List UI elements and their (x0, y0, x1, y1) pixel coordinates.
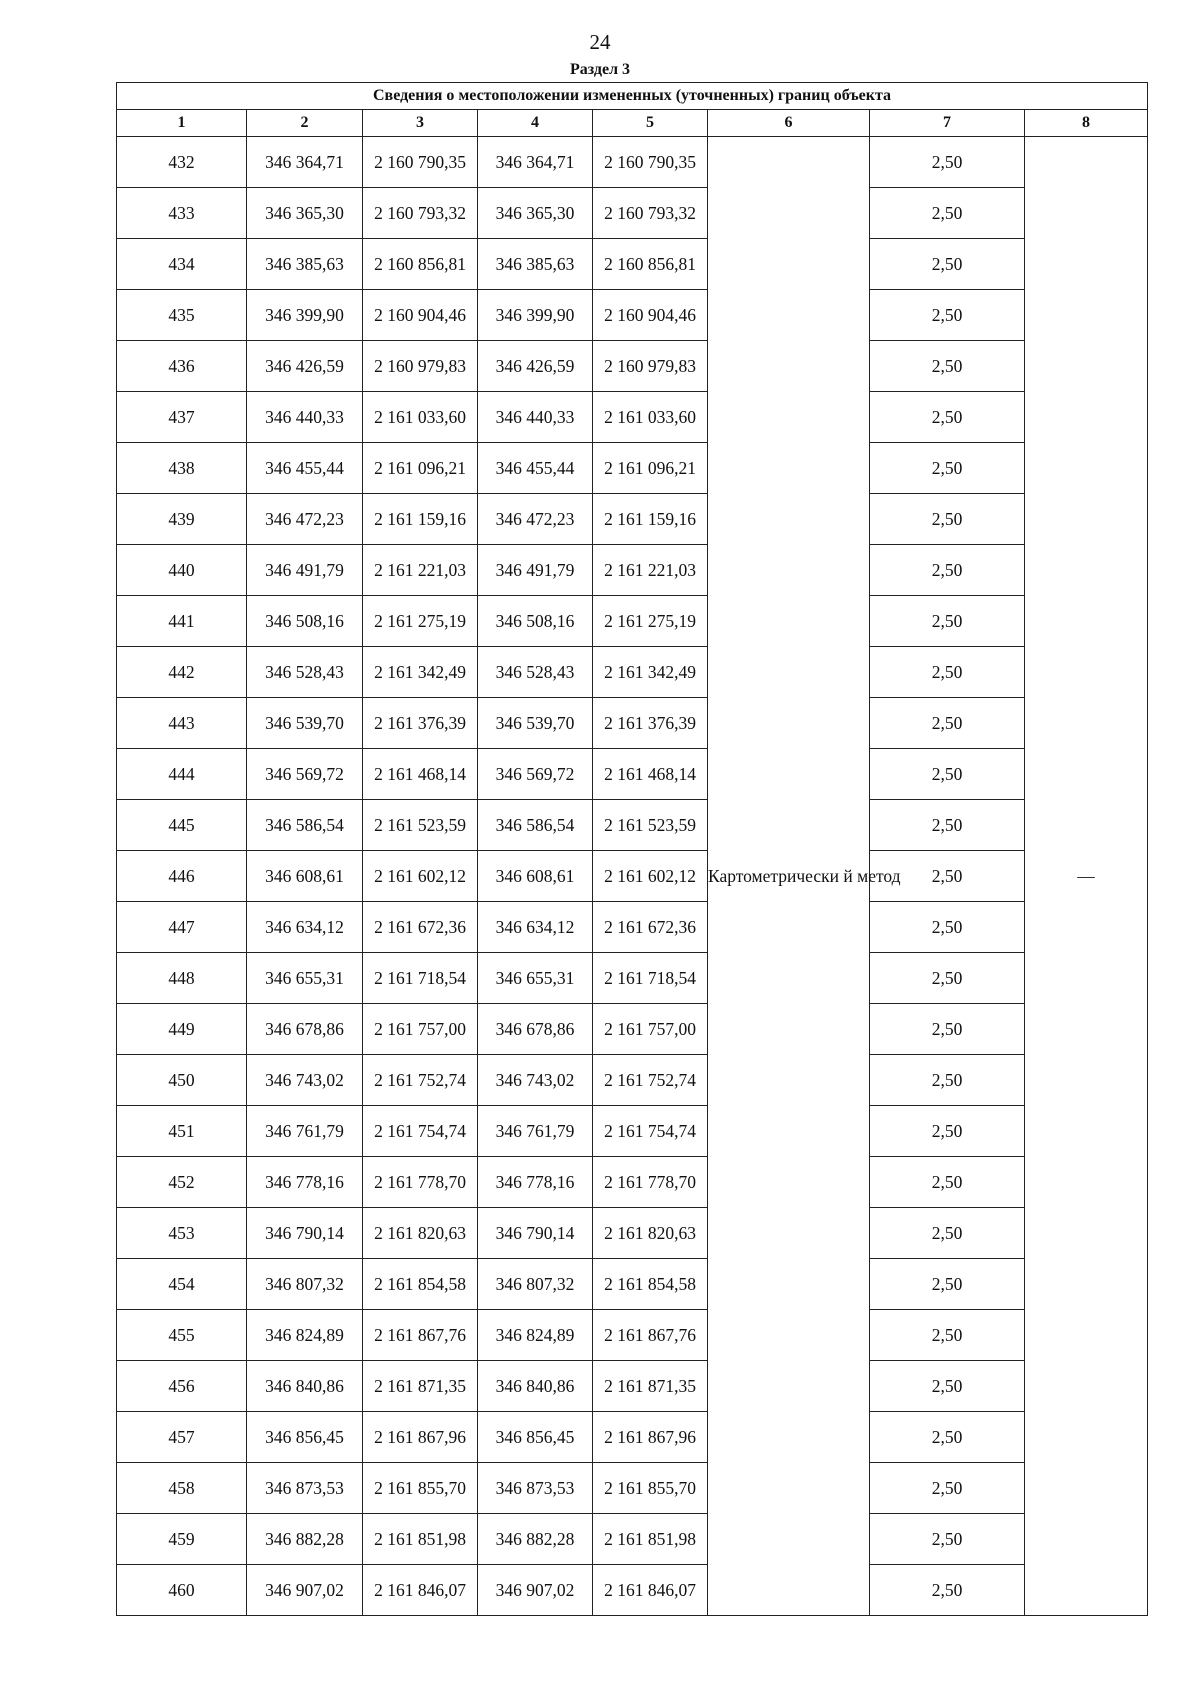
x-coordinate-cell: 346 790,14 (478, 1208, 593, 1259)
y-coordinate-cell: 2 161 754,74 (593, 1106, 708, 1157)
table-header-row (117, 110, 1148, 137)
point-number-cell: 456 (117, 1361, 247, 1412)
y-coordinate-cell: 2 161 757,00 (593, 1004, 708, 1055)
accuracy-cell: 2,50 (870, 1463, 1025, 1514)
y-coordinate-cell: 2 161 275,19 (593, 596, 708, 647)
point-number-cell: 438 (117, 443, 247, 494)
y-coordinate-cell: 2 161 855,70 (593, 1463, 708, 1514)
x-coordinate-cell: 346 856,45 (247, 1412, 363, 1463)
table-row (117, 443, 1148, 494)
x-coordinate-cell: 346 528,43 (478, 647, 593, 698)
x-coordinate-cell: 346 440,33 (478, 392, 593, 443)
table-row (117, 1106, 1148, 1157)
accuracy-cell: 2,50 (870, 1412, 1025, 1463)
x-coordinate-cell: 346 655,31 (478, 953, 593, 1004)
column-header: 6 (708, 110, 870, 137)
point-number-cell: 436 (117, 341, 247, 392)
y-coordinate-cell: 2 161 854,58 (363, 1259, 478, 1310)
x-coordinate-cell: 346 508,16 (247, 596, 363, 647)
accuracy-cell: 2,50 (870, 1514, 1025, 1565)
x-coordinate-cell: 346 455,44 (247, 443, 363, 494)
y-coordinate-cell: 2 161 342,49 (363, 647, 478, 698)
y-coordinate-cell: 2 160 904,46 (363, 290, 478, 341)
accuracy-cell: 2,50 (870, 443, 1025, 494)
x-coordinate-cell: 346 440,33 (247, 392, 363, 443)
table-row (117, 290, 1148, 341)
x-coordinate-cell: 346 586,54 (247, 800, 363, 851)
column-header: 1 (117, 110, 247, 137)
point-number-cell: 448 (117, 953, 247, 1004)
table-row (117, 902, 1148, 953)
y-coordinate-cell: 2 161 867,96 (363, 1412, 478, 1463)
y-coordinate-cell: 2 161 468,14 (363, 749, 478, 800)
y-coordinate-cell: 2 161 851,98 (593, 1514, 708, 1565)
x-coordinate-cell: 346 491,79 (247, 545, 363, 596)
accuracy-cell: 2,50 (870, 1004, 1025, 1055)
y-coordinate-cell: 2 161 096,21 (363, 443, 478, 494)
column-header: 8 (1025, 110, 1148, 137)
point-number-cell: 449 (117, 1004, 247, 1055)
x-coordinate-cell: 346 385,63 (247, 239, 363, 290)
table-row (117, 749, 1148, 800)
y-coordinate-cell: 2 161 221,03 (363, 545, 478, 596)
point-number-cell: 447 (117, 902, 247, 953)
x-coordinate-cell: 346 399,90 (247, 290, 363, 341)
point-number-cell: 450 (117, 1055, 247, 1106)
x-coordinate-cell: 346 907,02 (478, 1565, 593, 1616)
x-coordinate-cell: 346 882,28 (478, 1514, 593, 1565)
y-coordinate-cell: 2 161 851,98 (363, 1514, 478, 1565)
point-number-cell: 433 (117, 188, 247, 239)
x-coordinate-cell: 346 761,79 (247, 1106, 363, 1157)
point-number-cell: 445 (117, 800, 247, 851)
x-coordinate-cell: 346 743,02 (478, 1055, 593, 1106)
accuracy-cell: 2,50 (870, 290, 1025, 341)
point-number-cell: 455 (117, 1310, 247, 1361)
point-number-cell: 458 (117, 1463, 247, 1514)
y-coordinate-cell: 2 161 096,21 (593, 443, 708, 494)
accuracy-cell: 2,50 (870, 1106, 1025, 1157)
table-row (117, 1412, 1148, 1463)
y-coordinate-cell: 2 160 856,81 (363, 239, 478, 290)
column-header: 3 (363, 110, 478, 137)
y-coordinate-cell: 2 161 221,03 (593, 545, 708, 596)
y-coordinate-cell: 2 161 523,59 (363, 800, 478, 851)
y-coordinate-cell: 2 160 856,81 (593, 239, 708, 290)
accuracy-cell: 2,50 (870, 902, 1025, 953)
y-coordinate-cell: 2 161 778,70 (363, 1157, 478, 1208)
x-coordinate-cell: 346 634,12 (478, 902, 593, 953)
y-coordinate-cell: 2 161 871,35 (363, 1361, 478, 1412)
y-coordinate-cell: 2 160 979,83 (593, 341, 708, 392)
x-coordinate-cell: 346 539,70 (247, 698, 363, 749)
accuracy-cell: 2,50 (870, 392, 1025, 443)
table-body (117, 137, 1148, 1616)
accuracy-cell: 2,50 (870, 341, 1025, 392)
accuracy-cell: 2,50 (870, 1310, 1025, 1361)
page-number: 24 (589, 30, 611, 54)
y-coordinate-cell: 2 161 672,36 (593, 902, 708, 953)
x-coordinate-cell: 346 608,61 (478, 851, 593, 902)
table-row (117, 953, 1148, 1004)
x-coordinate-cell: 346 790,14 (247, 1208, 363, 1259)
table-row (117, 1463, 1148, 1514)
accuracy-cell: 2,50 (870, 239, 1025, 290)
accuracy-cell: 2,50 (870, 953, 1025, 1004)
x-coordinate-cell: 346 840,86 (247, 1361, 363, 1412)
point-number-cell: 437 (117, 392, 247, 443)
table-row (117, 545, 1148, 596)
table-row (117, 239, 1148, 290)
y-coordinate-cell: 2 160 790,35 (593, 137, 708, 188)
x-coordinate-cell: 346 528,43 (247, 647, 363, 698)
table-row (117, 1514, 1148, 1565)
point-number-cell: 442 (117, 647, 247, 698)
y-coordinate-cell: 2 161 718,54 (363, 953, 478, 1004)
x-coordinate-cell: 346 778,16 (247, 1157, 363, 1208)
x-coordinate-cell: 346 678,86 (247, 1004, 363, 1055)
method-cell: Картометрически й метод (708, 137, 870, 1616)
table-row (117, 1310, 1148, 1361)
accuracy-cell: 2,50 (870, 1259, 1025, 1310)
point-number-cell: 443 (117, 698, 247, 749)
point-number-cell: 441 (117, 596, 247, 647)
accuracy-cell: 2,50 (870, 851, 1025, 902)
table-row (117, 494, 1148, 545)
table-caption: Сведения о местоположении измененных (уточненных) границ объекта (117, 83, 1148, 110)
y-coordinate-cell: 2 161 468,14 (593, 749, 708, 800)
x-coordinate-cell: 346 539,70 (478, 698, 593, 749)
point-number-cell: 432 (117, 137, 247, 188)
y-coordinate-cell: 2 161 752,74 (363, 1055, 478, 1106)
x-coordinate-cell: 346 569,72 (247, 749, 363, 800)
y-coordinate-cell: 2 161 754,74 (363, 1106, 478, 1157)
accuracy-cell: 2,50 (870, 647, 1025, 698)
x-coordinate-cell: 346 491,79 (478, 545, 593, 596)
table-row (117, 800, 1148, 851)
y-coordinate-cell: 2 161 376,39 (363, 698, 478, 749)
y-coordinate-cell: 2 161 033,60 (593, 392, 708, 443)
y-coordinate-cell: 2 161 602,12 (593, 851, 708, 902)
y-coordinate-cell: 2 161 718,54 (593, 953, 708, 1004)
table-row (117, 1004, 1148, 1055)
point-number-cell: 459 (117, 1514, 247, 1565)
x-coordinate-cell: 346 761,79 (478, 1106, 593, 1157)
table-row (117, 851, 1148, 902)
x-coordinate-cell: 346 455,44 (478, 443, 593, 494)
accuracy-cell: 2,50 (870, 596, 1025, 647)
y-coordinate-cell: 2 160 904,46 (593, 290, 708, 341)
accuracy-cell: 2,50 (870, 1565, 1025, 1616)
point-number-cell: 451 (117, 1106, 247, 1157)
accuracy-cell: 2,50 (870, 1361, 1025, 1412)
y-coordinate-cell: 2 161 275,19 (363, 596, 478, 647)
column-header: 7 (870, 110, 1025, 137)
column-header: 5 (593, 110, 708, 137)
table-row (117, 1259, 1148, 1310)
table-row (117, 647, 1148, 698)
point-number-cell: 435 (117, 290, 247, 341)
point-number-cell: 446 (117, 851, 247, 902)
y-coordinate-cell: 2 161 846,07 (593, 1565, 708, 1616)
y-coordinate-cell: 2 161 376,39 (593, 698, 708, 749)
x-coordinate-cell: 346 608,61 (247, 851, 363, 902)
x-coordinate-cell: 346 807,32 (478, 1259, 593, 1310)
table-row (117, 137, 1148, 188)
y-coordinate-cell: 2 161 867,76 (593, 1310, 708, 1361)
x-coordinate-cell: 346 840,86 (478, 1361, 593, 1412)
x-coordinate-cell: 346 807,32 (247, 1259, 363, 1310)
x-coordinate-cell: 346 678,86 (478, 1004, 593, 1055)
y-coordinate-cell: 2 161 846,07 (363, 1565, 478, 1616)
accuracy-cell: 2,50 (870, 137, 1025, 188)
section-title: Раздел 3 (569, 61, 631, 78)
accuracy-cell: 2,50 (870, 749, 1025, 800)
x-coordinate-cell: 346 365,30 (247, 188, 363, 239)
y-coordinate-cell: 2 161 854,58 (593, 1259, 708, 1310)
accuracy-cell: 2,50 (870, 1157, 1025, 1208)
y-coordinate-cell: 2 160 979,83 (363, 341, 478, 392)
y-coordinate-cell: 2 161 855,70 (363, 1463, 478, 1514)
y-coordinate-cell: 2 161 672,36 (363, 902, 478, 953)
x-coordinate-cell: 346 743,02 (247, 1055, 363, 1106)
y-coordinate-cell: 2 161 159,16 (593, 494, 708, 545)
y-coordinate-cell: 2 161 757,00 (363, 1004, 478, 1055)
y-coordinate-cell: 2 161 820,63 (363, 1208, 478, 1259)
table-row (117, 1055, 1148, 1106)
table-row (117, 188, 1148, 239)
x-coordinate-cell: 346 508,16 (478, 596, 593, 647)
accuracy-cell: 2,50 (870, 494, 1025, 545)
y-coordinate-cell: 2 160 793,32 (363, 188, 478, 239)
x-coordinate-cell: 346 472,23 (478, 494, 593, 545)
table-row (117, 698, 1148, 749)
x-coordinate-cell: 346 472,23 (247, 494, 363, 545)
point-number-cell: 439 (117, 494, 247, 545)
accuracy-cell: 2,50 (870, 800, 1025, 851)
y-coordinate-cell: 2 161 867,96 (593, 1412, 708, 1463)
accuracy-cell: 2,50 (870, 188, 1025, 239)
x-coordinate-cell: 346 882,28 (247, 1514, 363, 1565)
x-coordinate-cell: 346 364,71 (478, 137, 593, 188)
point-number-cell: 434 (117, 239, 247, 290)
point-number-cell: 440 (117, 545, 247, 596)
y-coordinate-cell: 2 161 778,70 (593, 1157, 708, 1208)
column-header: 2 (247, 110, 363, 137)
y-coordinate-cell: 2 160 790,35 (363, 137, 478, 188)
point-number-cell: 457 (117, 1412, 247, 1463)
column-header: 4 (478, 110, 593, 137)
x-coordinate-cell: 346 856,45 (478, 1412, 593, 1463)
table-row (117, 1208, 1148, 1259)
table-caption-row (117, 83, 1148, 110)
x-coordinate-cell: 346 778,16 (478, 1157, 593, 1208)
accuracy-cell: 2,50 (870, 545, 1025, 596)
accuracy-cell: 2,50 (870, 1208, 1025, 1259)
table-row (117, 392, 1148, 443)
coordinates-table (116, 82, 1148, 1616)
y-coordinate-cell: 2 161 820,63 (593, 1208, 708, 1259)
x-coordinate-cell: 346 824,89 (478, 1310, 593, 1361)
x-coordinate-cell: 346 365,30 (478, 188, 593, 239)
y-coordinate-cell: 2 161 867,76 (363, 1310, 478, 1361)
x-coordinate-cell: 346 426,59 (247, 341, 363, 392)
point-number-cell: 453 (117, 1208, 247, 1259)
x-coordinate-cell: 346 824,89 (247, 1310, 363, 1361)
y-coordinate-cell: 2 161 871,35 (593, 1361, 708, 1412)
y-coordinate-cell: 2 161 342,49 (593, 647, 708, 698)
x-coordinate-cell: 346 385,63 (478, 239, 593, 290)
x-coordinate-cell: 346 399,90 (478, 290, 593, 341)
y-coordinate-cell: 2 161 033,60 (363, 392, 478, 443)
x-coordinate-cell: 346 655,31 (247, 953, 363, 1004)
point-number-cell: 454 (117, 1259, 247, 1310)
table-row (117, 1361, 1148, 1412)
accuracy-cell: 2,50 (870, 698, 1025, 749)
x-coordinate-cell: 346 634,12 (247, 902, 363, 953)
y-coordinate-cell: 2 161 602,12 (363, 851, 478, 902)
y-coordinate-cell: 2 161 523,59 (593, 800, 708, 851)
y-coordinate-cell: 2 161 752,74 (593, 1055, 708, 1106)
x-coordinate-cell: 346 364,71 (247, 137, 363, 188)
y-coordinate-cell: 2 160 793,32 (593, 188, 708, 239)
accuracy-cell: 2,50 (870, 1055, 1025, 1106)
y-coordinate-cell: 2 161 159,16 (363, 494, 478, 545)
x-coordinate-cell: 346 569,72 (478, 749, 593, 800)
point-number-cell: 444 (117, 749, 247, 800)
x-coordinate-cell: 346 907,02 (247, 1565, 363, 1616)
x-coordinate-cell: 346 873,53 (478, 1463, 593, 1514)
point-number-cell: 452 (117, 1157, 247, 1208)
table-row (117, 1157, 1148, 1208)
table-row (117, 596, 1148, 647)
x-coordinate-cell: 346 426,59 (478, 341, 593, 392)
table-row (117, 1565, 1148, 1616)
x-coordinate-cell: 346 586,54 (478, 800, 593, 851)
point-number-cell: 460 (117, 1565, 247, 1616)
x-coordinate-cell: 346 873,53 (247, 1463, 363, 1514)
table-row (117, 341, 1148, 392)
column8-cell: — (1025, 137, 1148, 1616)
